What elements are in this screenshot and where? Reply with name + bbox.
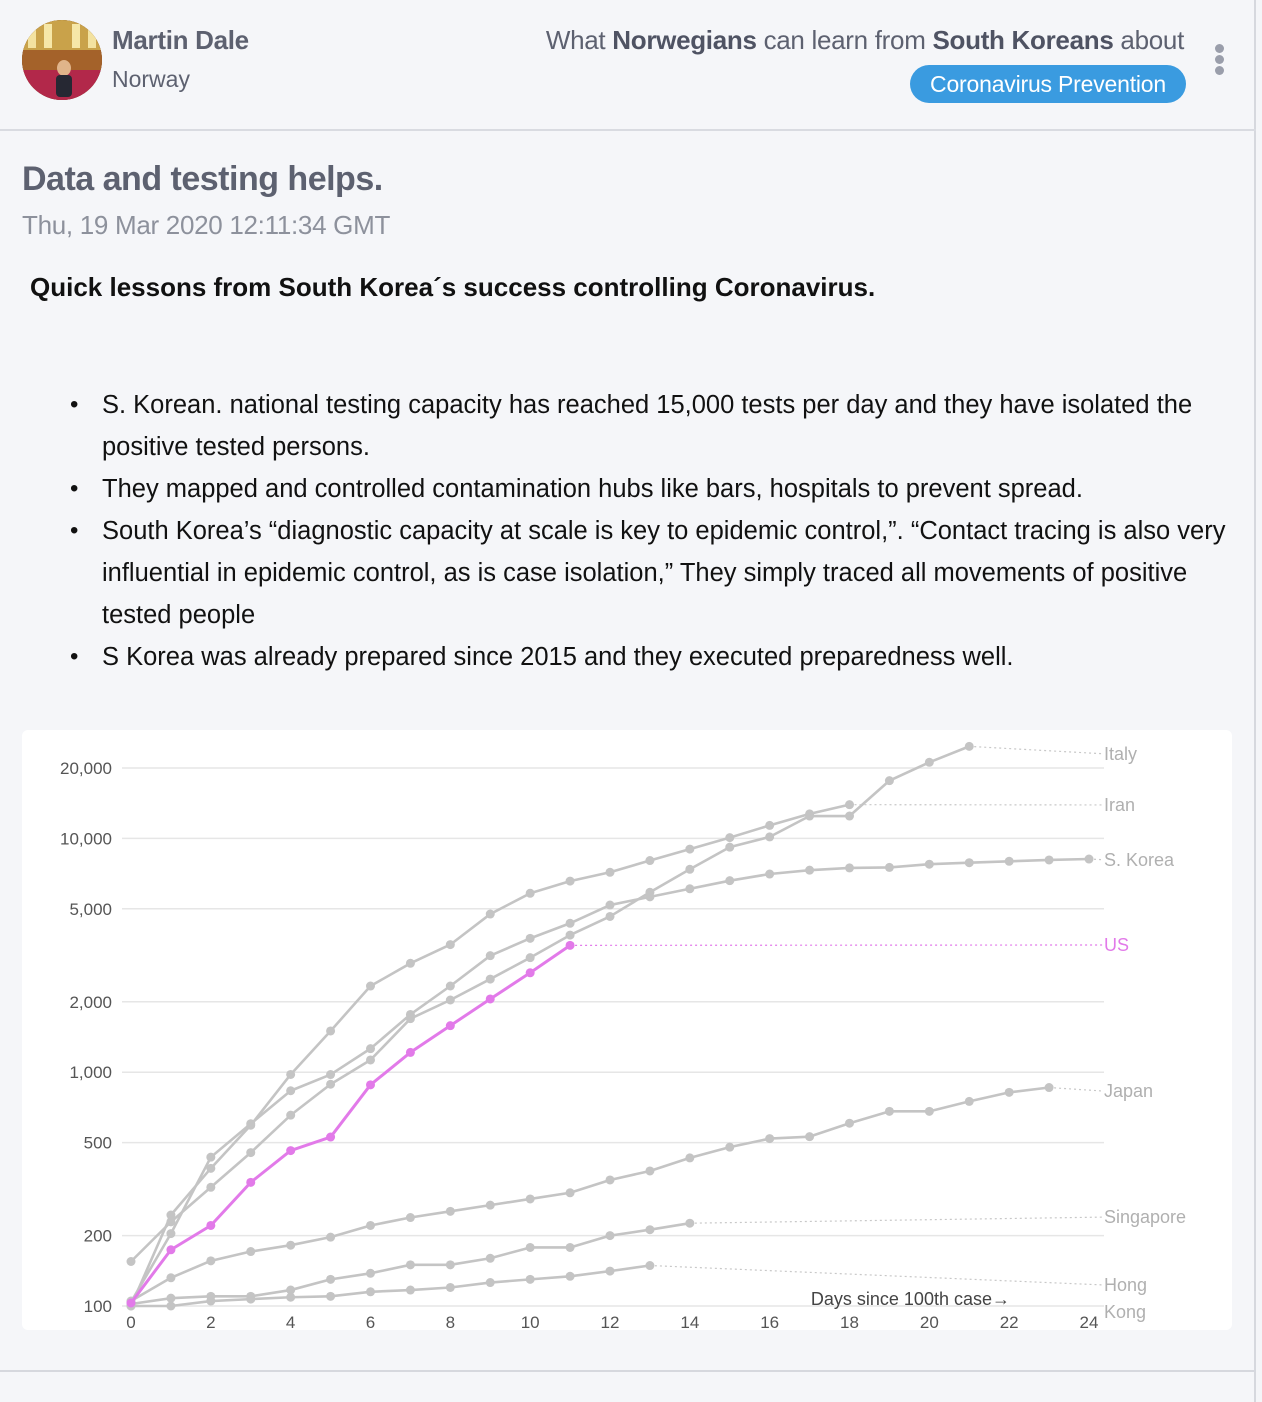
data-point [685, 1219, 694, 1228]
bullet-list [70, 384, 1240, 678]
x-tick-label: 0 [126, 1313, 136, 1330]
data-point [326, 1292, 335, 1301]
data-point [526, 953, 535, 962]
data-point [765, 870, 774, 879]
data-point [845, 863, 854, 872]
data-point [286, 1293, 295, 1302]
data-point [366, 982, 375, 991]
x-tick-label: 18 [840, 1313, 859, 1330]
data-point [965, 742, 974, 751]
data-point [1045, 855, 1054, 864]
data-point [725, 843, 734, 852]
data-point [566, 919, 575, 928]
series-line [131, 746, 969, 1261]
data-point [965, 1097, 974, 1106]
author-location: Norway [112, 66, 190, 92]
data-point [1085, 855, 1094, 864]
data-point [166, 1294, 175, 1303]
bullet-item: • They mapped and controlled contamination hubs like bars, hospitals to prevent spread. [70, 468, 1240, 510]
data-point [805, 1132, 814, 1141]
series-label: Iran [1104, 794, 1136, 815]
data-point [1005, 1088, 1014, 1097]
data-point [446, 1021, 455, 1030]
data-point [566, 877, 575, 886]
series-label: Italy [1104, 743, 1138, 764]
data-point [286, 1111, 295, 1120]
data-point [645, 1166, 654, 1175]
data-point [606, 912, 615, 921]
data-point [845, 1119, 854, 1128]
data-point [566, 931, 575, 940]
y-tick-label: 200 [83, 1226, 112, 1246]
x-tick-label: 16 [760, 1313, 780, 1330]
data-point [765, 821, 774, 830]
data-point [206, 1221, 215, 1230]
data-point [606, 901, 615, 910]
data-point [685, 865, 694, 874]
x-tick-label: 6 [365, 1313, 376, 1330]
data-point [645, 1261, 654, 1270]
x-axis-label: Days since 100th case→ [810, 1289, 1010, 1309]
data-point [366, 1287, 375, 1296]
series-label: S. Korea [1104, 849, 1175, 870]
data-point [406, 959, 415, 968]
data-point [486, 1254, 495, 1263]
data-point [645, 856, 654, 865]
data-point [326, 1133, 335, 1142]
cases-chart [22, 730, 1232, 1330]
data-point [206, 1256, 215, 1265]
data-point [526, 1194, 535, 1203]
topic-word-norwegians: Norwegians [612, 25, 757, 55]
data-point [526, 1275, 535, 1284]
data-point [246, 1119, 255, 1128]
y-tick-label: 100 [83, 1297, 112, 1316]
data-point [645, 1225, 654, 1234]
data-point [566, 1188, 575, 1197]
series-line [131, 945, 570, 1303]
data-point [685, 1153, 694, 1162]
x-tick-label: 2 [206, 1313, 216, 1330]
bullet-item: • South Korea’s “diagnostic capacity at scale is key to epidemic control,”. “Contact tracing is also very influential in epidemic control, as is case isolation,” They simply traced all movements of positive tested people [70, 510, 1240, 636]
data-point [685, 845, 694, 854]
data-point [1045, 1083, 1054, 1092]
data-point [446, 981, 455, 990]
data-point [486, 1201, 495, 1210]
y-tick-label: 1,000 [69, 1063, 112, 1083]
data-point [486, 1278, 495, 1287]
chart-image[interactable] [22, 730, 1232, 1330]
data-point [885, 1107, 894, 1116]
data-point [885, 863, 894, 872]
data-point [446, 1207, 455, 1216]
data-point [206, 1183, 215, 1192]
data-point [166, 1245, 175, 1254]
data-point [286, 1086, 295, 1095]
data-point [486, 994, 495, 1003]
y-tick-label: 10,000 [60, 829, 112, 849]
data-point [845, 800, 854, 809]
x-tick-label: 24 [1079, 1313, 1099, 1330]
post-title: Data and testing helps. [22, 160, 383, 198]
data-point [446, 1283, 455, 1292]
data-point [206, 1153, 215, 1162]
topic-tag-button[interactable]: Coronavirus Prevention [910, 65, 1186, 103]
data-point [446, 940, 455, 949]
x-tick-label: 8 [445, 1313, 456, 1330]
data-point [406, 1048, 415, 1057]
data-point [246, 1295, 255, 1304]
data-point [246, 1247, 255, 1256]
data-point [286, 1070, 295, 1079]
data-point [326, 1026, 335, 1035]
bullet-item: • S. Korean. national testing capacity has reached 15,000 tests per day and they have isolated the positive tested persons. [70, 384, 1240, 468]
series-leader-line [969, 746, 1104, 753]
data-point [446, 995, 455, 1004]
y-tick-label: 20,000 [60, 759, 112, 778]
more-options-icon[interactable] [1210, 44, 1228, 80]
data-point [246, 1148, 255, 1157]
data-point [166, 1229, 175, 1238]
footer-action-bar [780, 1392, 1080, 1402]
series-leader-line [690, 1217, 1104, 1223]
x-tick-label: 4 [285, 1313, 296, 1330]
data-point [526, 934, 535, 943]
x-tick-label: 20 [919, 1313, 939, 1330]
footer-divider [0, 1370, 1256, 1372]
data-point [566, 941, 575, 950]
data-point [725, 833, 734, 842]
data-point [526, 889, 535, 898]
data-point [765, 832, 774, 841]
data-point [366, 1080, 375, 1089]
y-tick-label: 500 [83, 1133, 112, 1153]
data-point [406, 1260, 415, 1269]
data-point [925, 758, 934, 767]
data-point [965, 858, 974, 867]
data-point [925, 1107, 934, 1116]
data-point [166, 1211, 175, 1220]
data-point [1005, 857, 1014, 866]
data-point [685, 884, 694, 893]
data-point [166, 1273, 175, 1282]
data-point [805, 866, 814, 875]
data-point [526, 1243, 535, 1252]
series-label: Singapore [1104, 1207, 1187, 1228]
data-point [486, 975, 495, 984]
data-point [406, 1010, 415, 1019]
topic-middle: can learn from [756, 25, 933, 55]
data-point [606, 1231, 615, 1240]
data-point [606, 1267, 615, 1276]
data-point [366, 1221, 375, 1230]
data-point [366, 1055, 375, 1064]
series-leader-line [650, 1266, 1104, 1285]
data-point [366, 1269, 375, 1278]
data-point [326, 1080, 335, 1089]
data-point [326, 1233, 335, 1242]
data-point [486, 951, 495, 960]
series-line [131, 1088, 1049, 1302]
data-point [127, 1298, 136, 1307]
x-tick-label: 10 [520, 1313, 540, 1330]
y-tick-label: 5,000 [69, 899, 112, 919]
data-point [765, 1134, 774, 1143]
post-header [0, 0, 1256, 131]
series-label: Japan [1104, 1081, 1154, 1102]
data-point [925, 860, 934, 869]
series-label: Hong Kong [1104, 1274, 1148, 1322]
data-point [845, 812, 854, 821]
data-point [725, 876, 734, 885]
data-point [406, 1286, 415, 1295]
data-point [286, 1241, 295, 1250]
bullet-item: • S Korea was already prepared since 2015 and they executed preparedness well. [70, 636, 1240, 678]
topic-prefix: What [545, 25, 613, 55]
data-point [127, 1257, 136, 1266]
data-point [206, 1297, 215, 1306]
data-point [326, 1070, 335, 1079]
data-point [286, 1146, 295, 1155]
data-point [885, 776, 894, 785]
data-point [446, 1260, 455, 1269]
data-point [645, 892, 654, 901]
data-point [366, 1044, 375, 1053]
x-tick-label: 12 [600, 1313, 620, 1330]
series-label: US [1104, 934, 1130, 955]
data-point [406, 1213, 415, 1222]
x-tick-label: 22 [999, 1313, 1019, 1330]
data-point [566, 1243, 575, 1252]
post-lead: Quick lessons from South Korea´s success controlling Coronavirus. [30, 272, 876, 302]
x-tick-label: 14 [680, 1313, 700, 1330]
topic-word-south-koreans: South Koreans [932, 25, 1114, 55]
avatar[interactable] [22, 20, 102, 100]
topic-suffix: about [1113, 25, 1184, 55]
data-point [725, 1143, 734, 1152]
data-point [526, 968, 535, 977]
data-point [246, 1178, 255, 1187]
data-point [606, 1175, 615, 1184]
topic-title[interactable] [546, 25, 1184, 56]
avatar-photo [22, 20, 102, 100]
data-point [805, 809, 814, 818]
data-point [486, 910, 495, 919]
data-point [326, 1275, 335, 1284]
data-point [606, 868, 615, 877]
author-name[interactable]: Martin Dale [112, 25, 249, 55]
data-point [166, 1302, 175, 1311]
y-tick-label: 2,000 [69, 992, 112, 1012]
data-point [566, 1272, 575, 1281]
post-date: Thu, 19 Mar 2020 12:11:34 GMT [22, 210, 391, 240]
series-leader-line [1049, 1088, 1104, 1092]
